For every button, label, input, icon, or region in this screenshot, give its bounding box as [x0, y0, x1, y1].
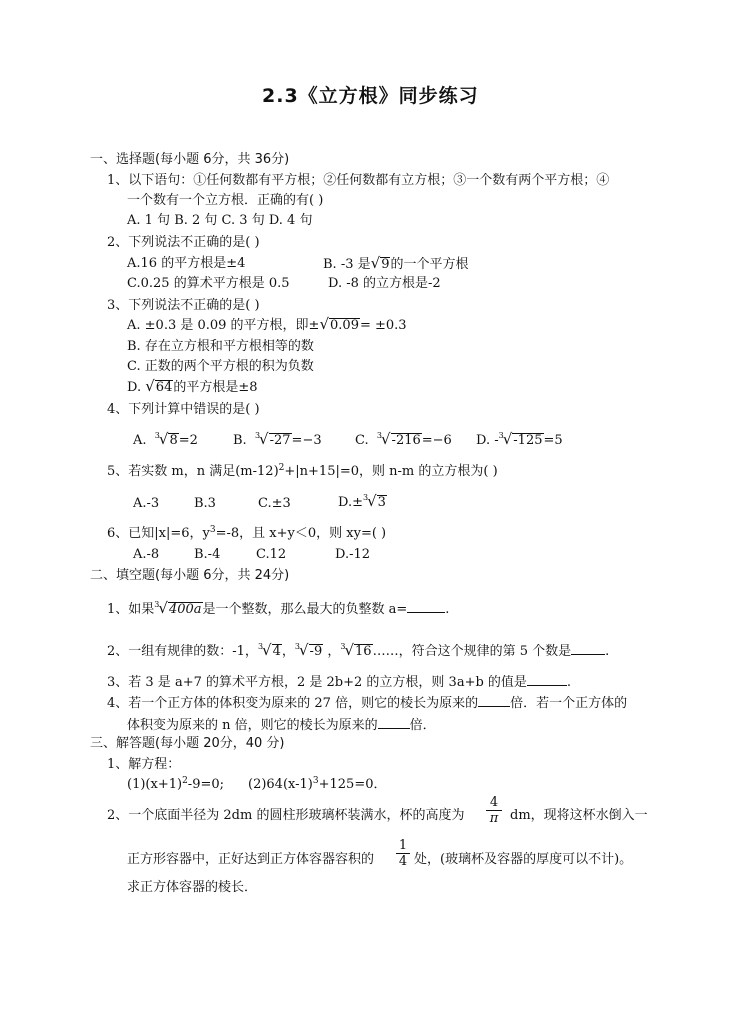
page-title: 2.3《立方根》同步练习 [262, 85, 479, 107]
cbrt-3: $^3$√3 [362, 492, 386, 510]
sqrt-0-09: √0.09 [319, 315, 359, 333]
q1-options: A. 1 句 B. 2 句 C. 3 句 D. 4 句 [127, 213, 313, 228]
solve-q2-line2a: 正方形容器中，正好达到正方体容器容积的 [127, 852, 375, 867]
fill-q1: 1、如果$^3$√400a是一个整数，那么最大的负整数 a= . [107, 599, 450, 617]
q5-option-a: A.-3 [133, 496, 160, 511]
q5-option-c: C.±3 [258, 496, 291, 511]
q1-line2: 一个数有一个立方根．正确的有( ) [127, 193, 324, 208]
solve-q2-line1b: dm，现将这杯水倒入一 [510, 808, 648, 823]
fill-q1-blank[interactable] [407, 600, 445, 613]
fill-q2: 2、一组有规律的数：-1，$^3$√4，$^3$√-9 ，$^3$√16……，符合这个规律的第 5 个数是 . [107, 641, 610, 659]
q5-option-d: D.±$^3$√3 [338, 492, 386, 510]
q4-option-c: C. $^3$√-216=−6 [355, 430, 452, 448]
cbrt-neg27: $^3$√-27 [254, 430, 291, 448]
cbrt-16: $^3$√16 [340, 641, 372, 659]
cbrt-8: $^3$√8 [154, 430, 178, 448]
fill-q2-blank[interactable] [571, 642, 605, 655]
fill-q3: 3、若 3 是 a+7 的算术平方根，2 是 2b+2 的立方根，则 3a+b 的值是 . [107, 675, 572, 690]
cbrt-neg216: $^3$√-216 [376, 430, 421, 448]
solve-q1-eq2: $(2)64(x-1)^3+125=0$． [248, 776, 387, 792]
section-heading-solve: 三、解答题(每小题 20分，40 分) [90, 736, 285, 751]
q2-stem: 2、下列说法不正确的是( ) [107, 235, 260, 250]
fill-q4-line1: 4、若一个正方体的体积变为原来的 27 倍，则它的棱长为原来的 倍．若一个正方体的 [107, 696, 628, 711]
q2-option-d: D. -8 的立方根是-2 [328, 276, 441, 291]
cbrt-neg125: $^3$√-125 [498, 430, 543, 448]
q6-option-c: C.12 [256, 547, 287, 562]
fill-q4-blank-2[interactable] [378, 716, 410, 729]
q6-option-b: B.-4 [194, 547, 221, 562]
fraction-1-over-4: 1 4 [396, 838, 410, 869]
q3-option-c: C. 正数的两个平方根的积为负数 [127, 359, 314, 374]
q4-stem: 4、下列计算中错误的是( ) [107, 402, 260, 417]
fill-q4-blank-1[interactable] [478, 694, 510, 707]
q5-option-b: B.3 [194, 496, 216, 511]
solve-q1-eq1: $(1)(x+1)^2-9=0$; [127, 776, 225, 792]
solve-q2-line1a: 2、一个底面半径为 2dm 的圆柱形玻璃杯装满水，杯的高度为 [107, 808, 465, 823]
fraction-4-over-pi: 4 π [486, 795, 502, 826]
q4-option-a: A. $^3$√8=2 [133, 430, 198, 448]
cbrt-neg9: $^3$√-9 [294, 641, 323, 659]
q6-option-a: A.-8 [133, 547, 160, 562]
q3-stem: 3、下列说法不正确的是( ) [107, 298, 260, 313]
q6-option-d: D.-12 [335, 547, 371, 562]
q2-option-a: A.16 的平方根是±4 [127, 256, 246, 271]
q3-option-a: A. ±0.3 是 0.09 的平方根，即±√0.09= ±0.3 [127, 315, 407, 333]
sqrt-9: √9 [370, 254, 390, 272]
q4-option-d: D. -$^3$√-125=5 [476, 430, 563, 448]
solve-q2-line2b: 处，(玻璃杯及容器的厚度可以不计)。 [414, 852, 633, 867]
q4-option-b: B. $^3$√-27=−3 [233, 430, 322, 448]
q3-option-d: D. √64的平方根是±8 [127, 377, 258, 395]
q1-line1: 1、以下语句：①任何数都有平方根；②任何数都有立方根；③一个数有两个平方根；④ [107, 173, 610, 188]
cbrt-4: $^3$√4 [257, 641, 281, 659]
section-heading-fill: 二、填空题(每小题 6分，共 24分) [90, 568, 290, 583]
q3-option-b: B. 存在立方根和平方根相等的数 [127, 339, 314, 354]
q6-stem: 6、已知|x|=6，$y^3=-8$，且 x+y＜0，则 xy=( ) [107, 525, 387, 541]
q2-option-c: C.0.25 的算术平方根是 0.5 [127, 276, 290, 291]
q2-option-b: B. -3 是√9的一个平方根 [323, 254, 469, 272]
cbrt-400a: $^3$√400a [154, 599, 202, 617]
sqrt-64: √64 [145, 377, 173, 395]
fill-q4-line2: 体积变为原来的 n 倍，则它的棱长为原来的 倍． [127, 718, 436, 733]
solve-q1-stem: 1、解方程： [107, 757, 181, 772]
q5-stem: 5、若实数 m，n 满足$(m-12)^2+|n+15|=0$，则 n-m 的立方根为( ) [107, 463, 498, 479]
section-heading-choice: 一、选择题(每小题 6分，共 36分) [90, 152, 290, 167]
solve-q2-line3: 求正方体容器的棱长． [127, 880, 258, 895]
fill-q3-blank[interactable] [527, 673, 567, 686]
